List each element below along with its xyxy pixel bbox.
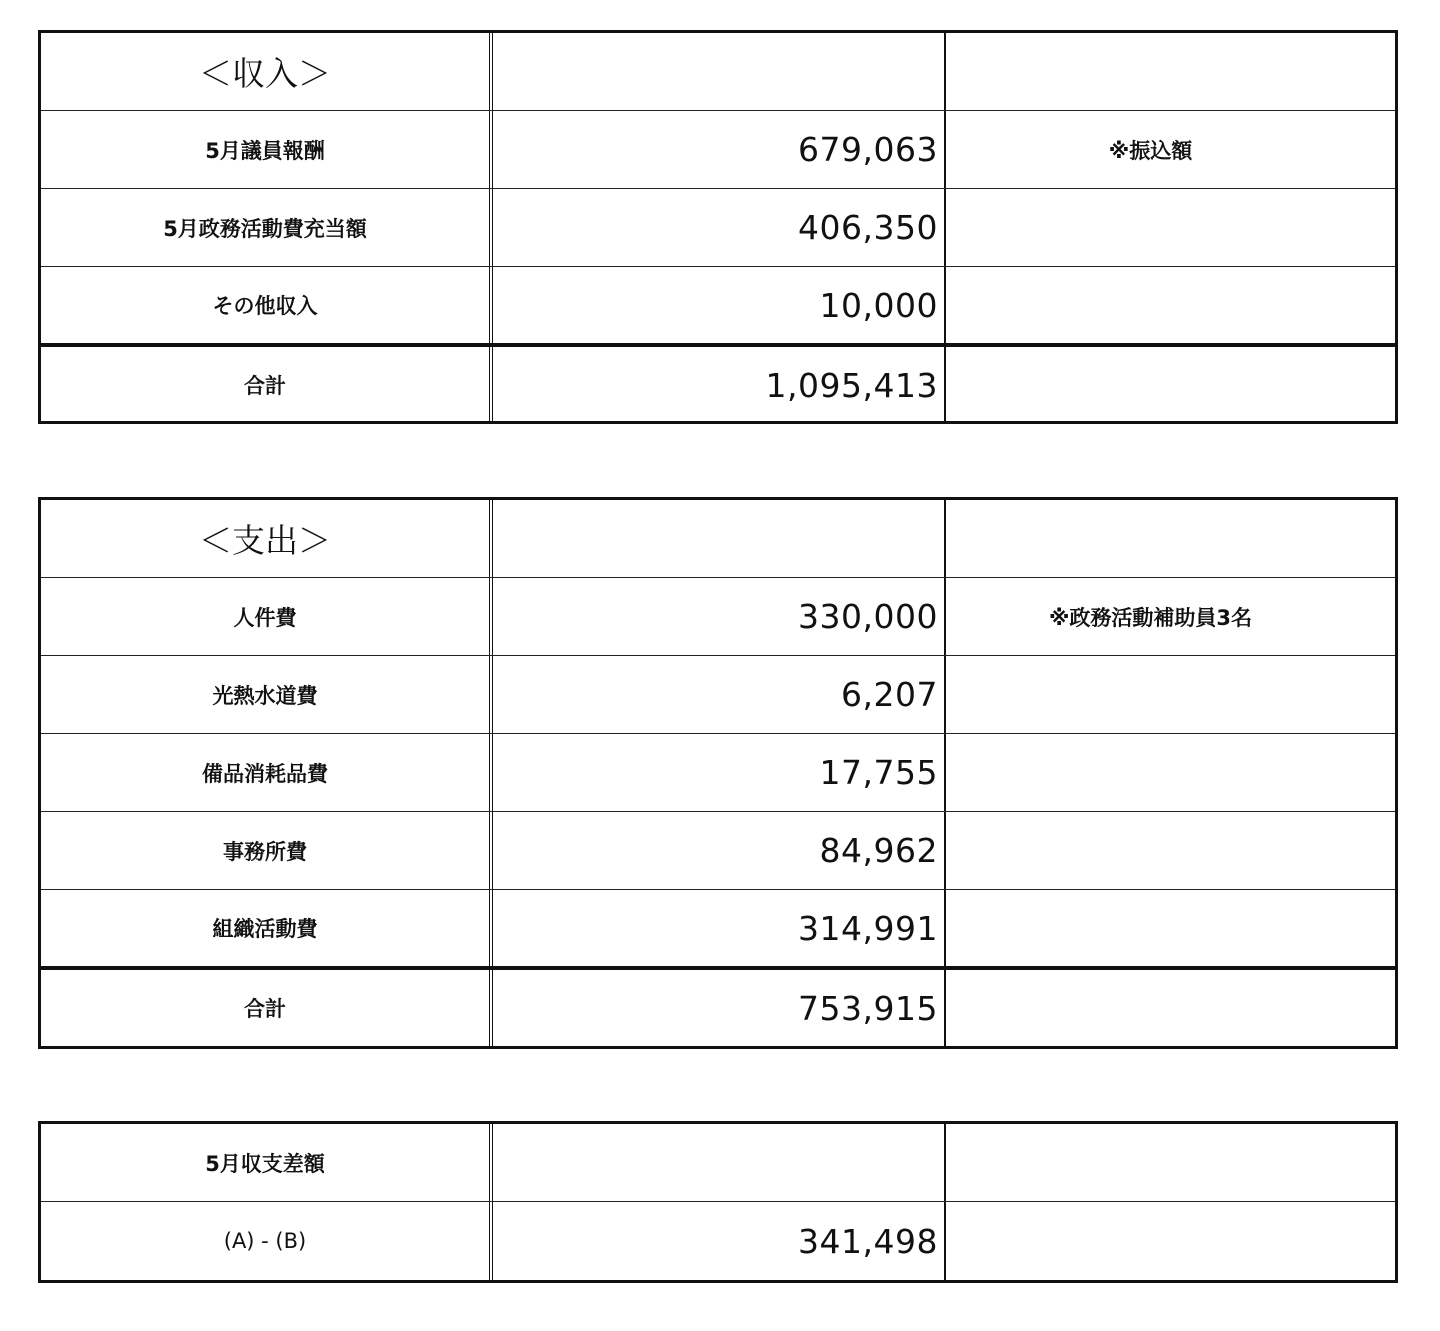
balance-header-row xyxy=(41,1124,1395,1202)
balance-header: 5月収支差額 xyxy=(41,1124,493,1201)
income-table xyxy=(38,30,1398,424)
income-row-amount: 679,063 xyxy=(493,111,946,188)
balance-header-note-cell xyxy=(946,1124,1395,1201)
expense-row-amount: 6,207 xyxy=(493,656,946,733)
expense-row xyxy=(41,890,1395,968)
expense-row xyxy=(41,578,1395,656)
expense-total-note xyxy=(946,970,1395,1046)
expense-row-amount: 17,755 xyxy=(493,734,946,811)
income-row-label: その他収入 xyxy=(41,267,493,343)
income-row-amount: 10,000 xyxy=(493,267,946,343)
expense-header-row xyxy=(41,500,1395,578)
income-row-amount: 406,350 xyxy=(493,189,946,266)
expense-header-amount-cell xyxy=(493,500,946,577)
expense-row-label: 光熱水道費 xyxy=(41,656,493,733)
balance-header-amount-cell xyxy=(493,1124,946,1201)
expense-header: ＜支出＞ xyxy=(41,500,493,577)
income-total-amount: 1,095,413 xyxy=(493,347,946,423)
balance-row xyxy=(41,1202,1395,1280)
income-header-row xyxy=(41,33,1395,111)
balance-row-note xyxy=(946,1202,1395,1280)
expense-row-label: 備品消耗品費 xyxy=(41,734,493,811)
balance-table xyxy=(38,1121,1398,1283)
expense-row-label: 事務所費 xyxy=(41,812,493,889)
expense-total-row xyxy=(41,968,1395,1046)
expense-row-amount: 84,962 xyxy=(493,812,946,889)
income-total-label: 合計 xyxy=(41,347,493,423)
balance-row-amount: 341,498 xyxy=(493,1202,946,1280)
expense-row xyxy=(41,734,1395,812)
balance-row-label: (A) - (B) xyxy=(41,1202,493,1280)
expense-row xyxy=(41,812,1395,890)
income-row-note: ※振込額 xyxy=(1108,138,1193,163)
expense-total-amount: 753,915 xyxy=(493,970,946,1046)
expense-row-label: 組織活動費 xyxy=(41,890,493,966)
income-row-note xyxy=(946,189,1395,266)
income-row xyxy=(41,267,1395,345)
income-total-note xyxy=(946,347,1395,423)
expense-row-amount: 314,991 xyxy=(493,890,946,966)
expense-row-note xyxy=(946,656,1395,733)
expense-row-note xyxy=(946,812,1395,889)
income-total-row xyxy=(41,345,1395,423)
income-row xyxy=(41,189,1395,267)
income-header-amount-cell xyxy=(493,33,946,110)
expense-table xyxy=(38,497,1398,1049)
expense-row xyxy=(41,656,1395,734)
income-header-note-cell xyxy=(946,33,1395,110)
expense-row-label: 人件費 xyxy=(41,578,493,655)
income-header: ＜収入＞ xyxy=(41,33,493,110)
expense-row-note xyxy=(946,890,1395,966)
expense-row-note xyxy=(946,734,1395,811)
expense-row-amount: 330,000 xyxy=(493,578,946,655)
expense-header-note-cell xyxy=(946,500,1395,577)
expense-row-note: ※政務活動補助員3名 xyxy=(1048,605,1253,630)
expense-total-label: 合計 xyxy=(41,970,493,1046)
income-row-label: 5月政務活動費充当額 xyxy=(41,189,493,266)
income-row-label: 5月議員報酬 xyxy=(41,111,493,188)
income-row-note xyxy=(946,267,1395,343)
income-row xyxy=(41,111,1395,189)
